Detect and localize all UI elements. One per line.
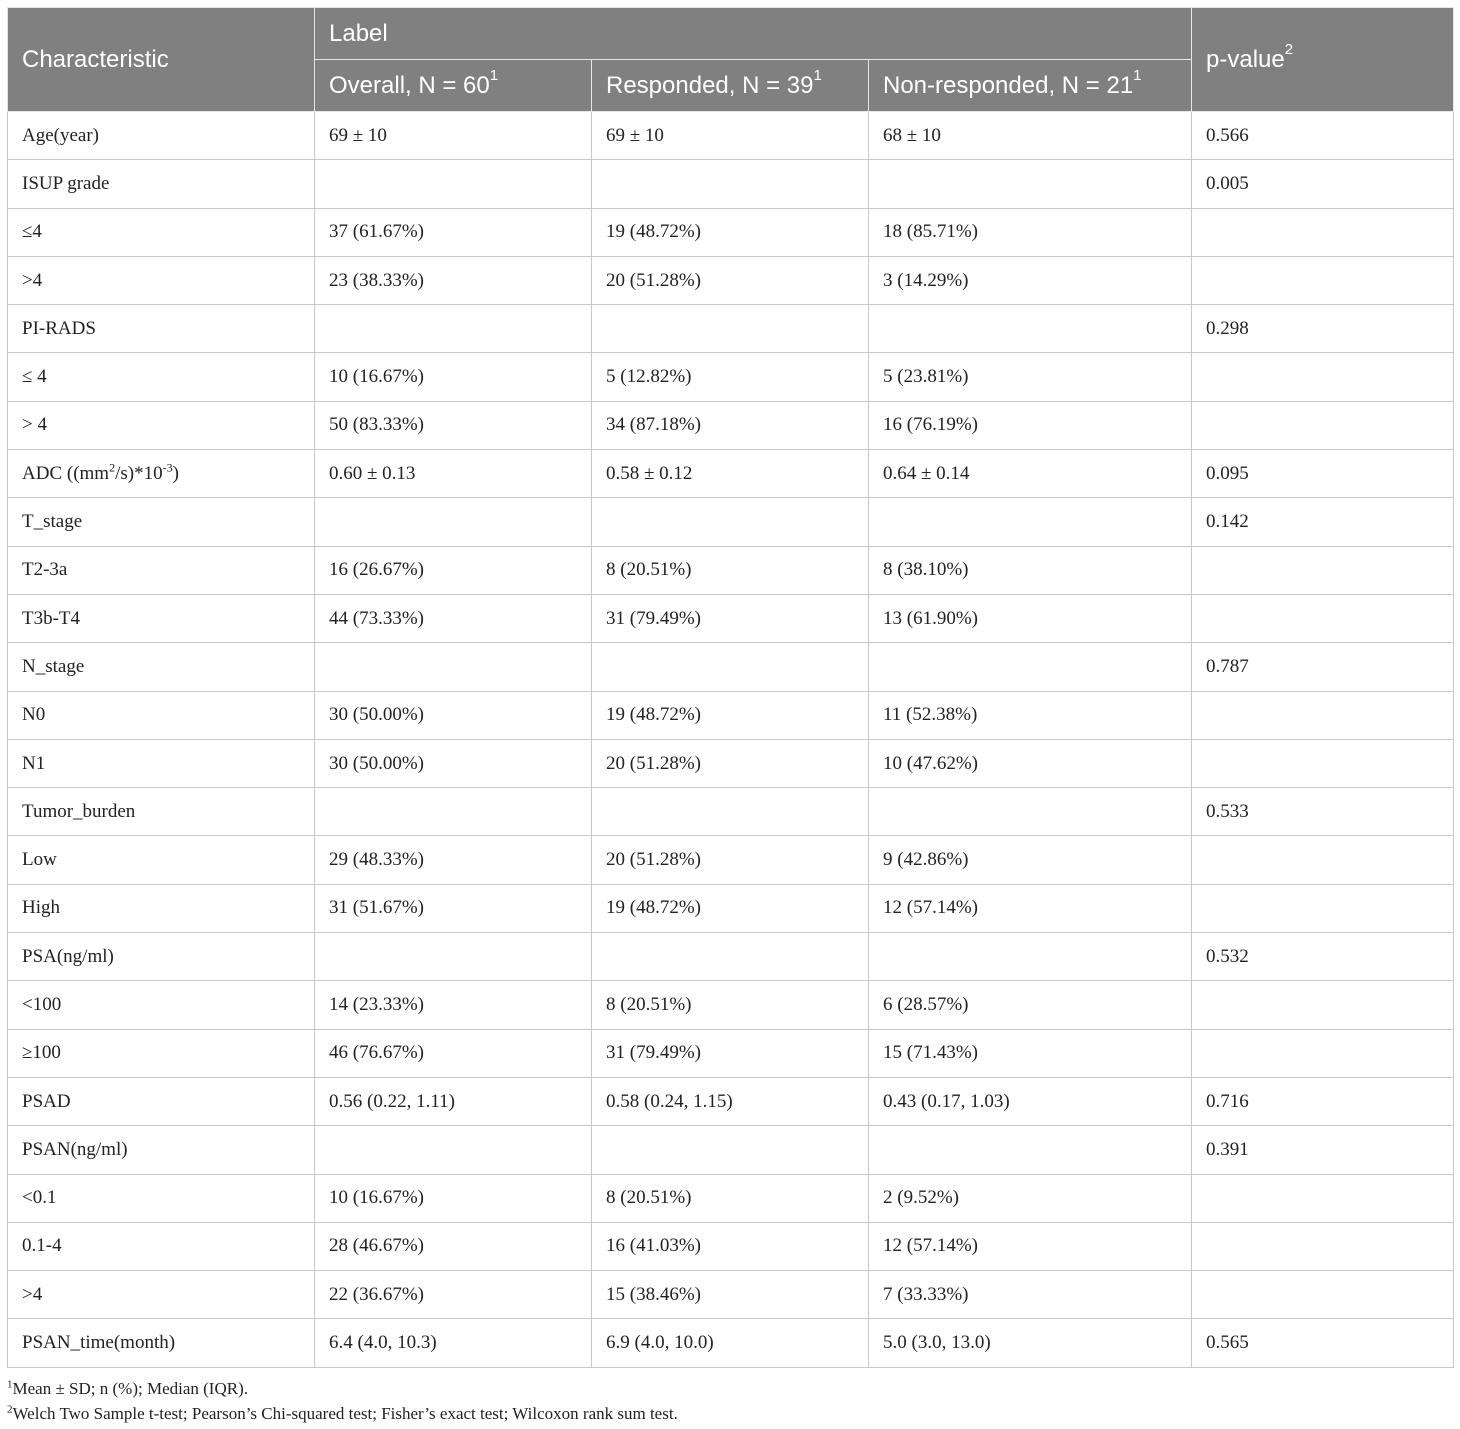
cell-overall: 46 (76.67%) [315, 1029, 592, 1077]
table-row [8, 643, 1454, 691]
cell-responded [592, 1126, 869, 1174]
cell-characteristic: ≤ 4 [8, 353, 315, 401]
cell-characteristic: >4 [8, 256, 315, 304]
cell-p-value [1192, 594, 1454, 642]
table-row [8, 691, 1454, 739]
cell-p-value: 0.787 [1192, 643, 1454, 691]
cell-responded: 69 ± 10 [592, 112, 869, 160]
cell-characteristic: PSAN(ng/ml) [8, 1126, 315, 1174]
cell-characteristic: T3b-T4 [8, 594, 315, 642]
cell-characteristic: Tumor_burden [8, 788, 315, 836]
cell-responded [592, 498, 869, 546]
cell-non-responded: 18 (85.71%) [869, 208, 1192, 256]
cell-overall: 14 (23.33%) [315, 981, 592, 1029]
cell-overall [315, 1126, 592, 1174]
table-row [8, 1174, 1454, 1222]
cell-overall: 23 (38.33%) [315, 256, 592, 304]
cell-non-responded: 15 (71.43%) [869, 1029, 1192, 1077]
header-characteristic: Characteristic [8, 8, 315, 112]
cell-p-value [1192, 1222, 1454, 1270]
cell-responded: 31 (79.49%) [592, 594, 869, 642]
header-label: Label [315, 8, 1192, 60]
cell-responded: 19 (48.72%) [592, 208, 869, 256]
cell-p-value [1192, 1174, 1454, 1222]
cell-non-responded: 7 (33.33%) [869, 1271, 1192, 1319]
cell-characteristic: High [8, 884, 315, 932]
cell-responded: 19 (48.72%) [592, 884, 869, 932]
cell-p-value [1192, 208, 1454, 256]
cell-responded: 20 (51.28%) [592, 256, 869, 304]
footnote-marker: 1 [7, 1378, 13, 1391]
cell-characteristic: T_stage [8, 498, 315, 546]
cell-responded: 20 (51.28%) [592, 739, 869, 787]
cell-overall: 6.4 (4.0, 10.3) [315, 1319, 592, 1367]
cell-responded: 31 (79.49%) [592, 1029, 869, 1077]
cell-p-value: 0.565 [1192, 1319, 1454, 1367]
cell-p-value [1192, 256, 1454, 304]
cell-overall: 0.60 ± 0.13 [315, 450, 592, 498]
cell-p-value: 0.298 [1192, 305, 1454, 353]
cell-characteristic: ADC $((mm^2/s)*10^{-3})$ [8, 450, 315, 498]
cell-p-value [1192, 884, 1454, 932]
cell-p-value [1192, 836, 1454, 884]
header-non-responded-footnote-marker: 1 [1133, 66, 1142, 84]
cell-characteristic: N0 [8, 691, 315, 739]
cell-characteristic: PSAD [8, 1077, 315, 1125]
cell-non-responded: 0.43 (0.17, 1.03) [869, 1077, 1192, 1125]
cell-non-responded: 3 (14.29%) [869, 256, 1192, 304]
cell-non-responded [869, 1126, 1192, 1174]
cell-non-responded: 0.64 ± 0.14 [869, 450, 1192, 498]
cell-overall: 0.56 (0.22, 1.11) [315, 1077, 592, 1125]
table-row [8, 305, 1454, 353]
cell-responded: 34 (87.18%) [592, 401, 869, 449]
footnote-2 [7, 1401, 1453, 1426]
header-responded-footnote-marker: 1 [813, 66, 822, 84]
table-row [8, 1222, 1454, 1270]
table-row [8, 933, 1454, 981]
table-row [8, 788, 1454, 836]
cell-characteristic: N1 [8, 739, 315, 787]
cell-non-responded: 9 (42.86%) [869, 836, 1192, 884]
cell-overall: 31 (51.67%) [315, 884, 592, 932]
cell-responded: 8 (20.51%) [592, 981, 869, 1029]
cell-p-value: 0.005 [1192, 160, 1454, 208]
cell-overall [315, 788, 592, 836]
cell-characteristic: >4 [8, 1271, 315, 1319]
cell-characteristic: PI-RADS [8, 305, 315, 353]
cell-characteristic: T2-3a [8, 546, 315, 594]
cell-p-value: 0.533 [1192, 788, 1454, 836]
cell-p-value: 0.142 [1192, 498, 1454, 546]
table-body [8, 112, 1454, 1368]
table-row [8, 353, 1454, 401]
table-row [8, 401, 1454, 449]
cell-non-responded [869, 788, 1192, 836]
cell-overall: 30 (50.00%) [315, 691, 592, 739]
cell-non-responded: 68 ± 10 [869, 112, 1192, 160]
table-row [8, 546, 1454, 594]
cell-responded: 19 (48.72%) [592, 691, 869, 739]
table-container [7, 7, 1453, 1426]
cell-p-value [1192, 1029, 1454, 1077]
cell-p-value: 0.716 [1192, 1077, 1454, 1125]
cell-characteristic: <100 [8, 981, 315, 1029]
table-row [8, 112, 1454, 160]
cell-non-responded: 12 (57.14%) [869, 1222, 1192, 1270]
cell-responded [592, 305, 869, 353]
cell-responded [592, 788, 869, 836]
cell-overall: 22 (36.67%) [315, 1271, 592, 1319]
cell-p-value [1192, 401, 1454, 449]
cell-responded: 16 (41.03%) [592, 1222, 869, 1270]
table-row [8, 1271, 1454, 1319]
footnote-text: Mean ± SD; n (%); Median (IQR). [12, 1378, 248, 1398]
table-row [8, 450, 1454, 498]
cell-overall: 50 (83.33%) [315, 401, 592, 449]
header-row-1 [8, 8, 1454, 60]
cell-overall [315, 933, 592, 981]
cell-overall: 10 (16.67%) [315, 353, 592, 401]
cell-non-responded [869, 160, 1192, 208]
cell-characteristic: ≥100 [8, 1029, 315, 1077]
cell-non-responded: 5.0 (3.0, 13.0) [869, 1319, 1192, 1367]
cell-non-responded: 13 (61.90%) [869, 594, 1192, 642]
table-row [8, 739, 1454, 787]
header-responded: Responded, $N = 39^1$ [592, 60, 869, 112]
footnote-text: Welch Two Sample t-test; Pearson’s Chi-squared test; Fisher’s exact test; Wilcoxon rank sum test. [12, 1403, 678, 1423]
cell-responded: 0.58 ± 0.12 [592, 450, 869, 498]
cell-overall: 69 ± 10 [315, 112, 592, 160]
cell-overall: 30 (50.00%) [315, 739, 592, 787]
cell-p-value [1192, 353, 1454, 401]
cell-non-responded: 10 (47.62%) [869, 739, 1192, 787]
header-p-value-footnote-marker: 2 [1284, 40, 1294, 58]
header-overall-footnote-marker: 1 [489, 66, 499, 84]
cell-p-value: 0.391 [1192, 1126, 1454, 1174]
cell-non-responded: 5 (23.81%) [869, 353, 1192, 401]
cell-non-responded [869, 643, 1192, 691]
cell-overall: 44 (73.33%) [315, 594, 592, 642]
cell-characteristic: ≤4 [8, 208, 315, 256]
cell-characteristic: <0.1 [8, 1174, 315, 1222]
table-row [8, 884, 1454, 932]
table-row [8, 1319, 1454, 1367]
cell-non-responded [869, 498, 1192, 546]
cell-responded: 15 (38.46%) [592, 1271, 869, 1319]
cell-overall [315, 160, 592, 208]
cell-p-value: 0.095 [1192, 450, 1454, 498]
table-row [8, 1126, 1454, 1174]
cell-p-value [1192, 739, 1454, 787]
table-header [8, 8, 1454, 112]
cell-characteristic: ISUP grade [8, 160, 315, 208]
characteristics-table [7, 7, 1454, 1368]
cell-non-responded [869, 305, 1192, 353]
table-row [8, 256, 1454, 304]
cell-responded: 5 (12.82%) [592, 353, 869, 401]
cell-overall [315, 305, 592, 353]
cell-characteristic: PSAN_time(month) [8, 1319, 315, 1367]
cell-non-responded: 2 (9.52%) [869, 1174, 1192, 1222]
cell-characteristic: Age(year) [8, 112, 315, 160]
cell-characteristic: > 4 [8, 401, 315, 449]
table-footnotes [7, 1376, 1453, 1426]
cell-p-value [1192, 546, 1454, 594]
cell-characteristic: Low [8, 836, 315, 884]
table-row [8, 981, 1454, 1029]
cell-non-responded: 6 (28.57%) [869, 981, 1192, 1029]
header-overall: Overall, $N = 60^1$ [315, 60, 592, 112]
table-row [8, 498, 1454, 546]
cell-characteristic: N_stage [8, 643, 315, 691]
cell-p-value: 0.566 [1192, 112, 1454, 160]
cell-overall [315, 643, 592, 691]
cell-overall: 16 (26.67%) [315, 546, 592, 594]
cell-responded: 8 (20.51%) [592, 546, 869, 594]
cell-responded [592, 160, 869, 208]
cell-overall [315, 498, 592, 546]
cell-responded: 0.58 (0.24, 1.15) [592, 1077, 869, 1125]
cell-overall: 37 (61.67%) [315, 208, 592, 256]
table-row [8, 594, 1454, 642]
cell-overall: 29 (48.33%) [315, 836, 592, 884]
footnote-marker: 2 [7, 1403, 13, 1416]
header-non-responded: Non-responded, $N = 21^1$ [869, 60, 1192, 112]
cell-p-value [1192, 1271, 1454, 1319]
header-p-value: p-value$^2$ [1192, 8, 1454, 112]
cell-non-responded: 8 (38.10%) [869, 546, 1192, 594]
table-row [8, 1077, 1454, 1125]
cell-p-value: 0.532 [1192, 933, 1454, 981]
cell-characteristic: 0.1-4 [8, 1222, 315, 1270]
cell-non-responded: 12 (57.14%) [869, 884, 1192, 932]
table-row [8, 1029, 1454, 1077]
table-row [8, 160, 1454, 208]
table-row [8, 208, 1454, 256]
cell-characteristic: PSA(ng/ml) [8, 933, 315, 981]
table-row [8, 836, 1454, 884]
cell-responded [592, 643, 869, 691]
cell-overall: 28 (46.67%) [315, 1222, 592, 1270]
cell-responded: 8 (20.51%) [592, 1174, 869, 1222]
footnote-1 [7, 1376, 1453, 1401]
cell-p-value [1192, 691, 1454, 739]
cell-p-value [1192, 981, 1454, 1029]
cell-responded [592, 933, 869, 981]
cell-overall: 10 (16.67%) [315, 1174, 592, 1222]
cell-non-responded: 11 (52.38%) [869, 691, 1192, 739]
cell-responded: 20 (51.28%) [592, 836, 869, 884]
cell-responded: 6.9 (4.0, 10.0) [592, 1319, 869, 1367]
cell-non-responded [869, 933, 1192, 981]
cell-non-responded: 16 (76.19%) [869, 401, 1192, 449]
